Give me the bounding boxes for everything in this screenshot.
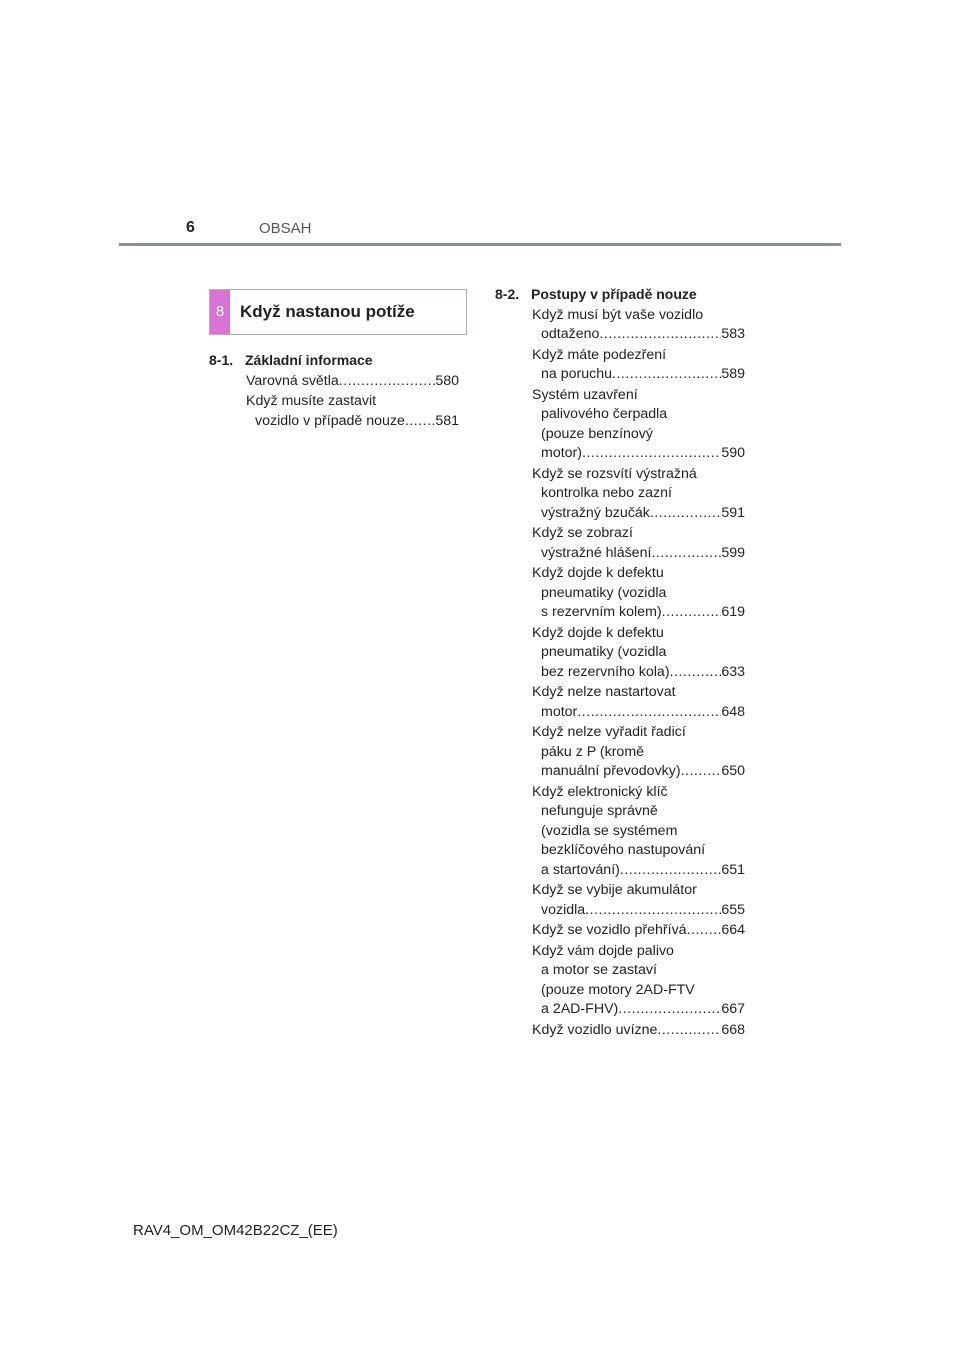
toc-entry-text: s rezervním kolem) bbox=[541, 604, 662, 620]
toc-entry[interactable] bbox=[532, 624, 745, 683]
toc-entry-leader bbox=[246, 372, 459, 392]
toc-entry-leader bbox=[532, 901, 745, 921]
toc-entry-line: Když se vybije akumulátor bbox=[532, 882, 697, 898]
dot-leader bbox=[577, 703, 721, 723]
subsection-heading bbox=[209, 351, 459, 371]
dot-leader bbox=[650, 504, 722, 524]
subsection-title: Základní informace bbox=[245, 352, 373, 368]
toc-entry[interactable] bbox=[532, 783, 745, 881]
toc-page-number: 619 bbox=[721, 604, 745, 620]
section-number-tab: 8 bbox=[210, 290, 230, 334]
toc-entry[interactable] bbox=[532, 564, 745, 623]
toc-entry-line: Systém uzavření bbox=[532, 386, 638, 403]
toc-entry-text: manuální převodovky) bbox=[541, 763, 681, 779]
toc-entry-text: a 2AD-FHV) bbox=[541, 1001, 619, 1017]
toc-entry-text: motor bbox=[541, 703, 578, 720]
toc-entry-line: pneumatiky (vozidla bbox=[541, 584, 667, 601]
toc-page-number: 648 bbox=[721, 703, 745, 720]
dot-leader bbox=[657, 1021, 721, 1041]
page-header-title: OBSAH bbox=[259, 220, 312, 237]
toc-page-number: 589 bbox=[721, 366, 745, 382]
toc-entry-leader bbox=[532, 365, 745, 385]
toc-column-right bbox=[495, 285, 745, 1040]
dot-leader bbox=[620, 861, 721, 881]
toc-entry-line: Když musíte zastavit bbox=[246, 393, 377, 409]
toc-entry-line: Když máte podezření bbox=[532, 346, 667, 363]
toc-entry-line: palivového čerpadla bbox=[541, 406, 668, 422]
section-heading-box bbox=[209, 289, 467, 335]
toc-entry-text: výstražné hlášení bbox=[541, 544, 652, 561]
toc-entry[interactable] bbox=[532, 306, 745, 345]
toc-entry-leader bbox=[532, 663, 745, 683]
toc-entry-leader bbox=[532, 703, 745, 723]
toc-page-number: 664 bbox=[721, 922, 745, 938]
toc-entry[interactable] bbox=[532, 683, 745, 722]
dot-leader bbox=[585, 901, 721, 921]
toc-page-number: 651 bbox=[721, 861, 745, 878]
toc-page-number: 668 bbox=[721, 1021, 745, 1038]
dot-leader bbox=[612, 365, 721, 385]
toc-entry[interactable] bbox=[532, 723, 745, 782]
dot-leader bbox=[618, 1000, 721, 1020]
toc-entry-line: páku z P (kromě bbox=[541, 743, 645, 760]
toc-entry-line: Když musí být vaše vozidlo bbox=[532, 306, 704, 323]
toc-page-number: 599 bbox=[721, 544, 745, 561]
toc-entry-leader bbox=[532, 762, 745, 782]
page-number: 6 bbox=[186, 219, 195, 236]
toc-entry-text: Když se vozidlo přehřívá bbox=[532, 922, 687, 938]
toc-page-number: 583 bbox=[721, 326, 745, 342]
toc-entry[interactable] bbox=[532, 1021, 745, 1041]
toc-entry-line: Když se zobrazí bbox=[532, 525, 633, 541]
toc-page-number: 590 bbox=[721, 445, 745, 461]
toc-entry[interactable] bbox=[532, 942, 745, 1020]
toc-entry[interactable] bbox=[532, 524, 745, 563]
toc-page-number: 650 bbox=[721, 763, 745, 779]
toc-page-number: 580 bbox=[435, 372, 459, 389]
dot-leader bbox=[681, 762, 722, 782]
toc-entry-text: výstražný bzučák bbox=[541, 504, 650, 521]
dot-leader bbox=[599, 325, 721, 345]
toc-entry-leader bbox=[532, 504, 745, 524]
toc-entry[interactable] bbox=[532, 465, 745, 524]
dot-leader bbox=[651, 544, 721, 564]
header-divider bbox=[119, 243, 841, 246]
toc-entry-text: Když vozidlo uvízne bbox=[532, 1021, 658, 1038]
toc-entry-line: Když nelze nastartovat bbox=[532, 684, 676, 700]
toc-entry-line: bezklíčového nastupování bbox=[541, 842, 706, 858]
toc-page-number: 655 bbox=[721, 901, 745, 918]
subsection-title: Postupy v případě nouze bbox=[531, 286, 697, 302]
toc-entry-text: Varovná světla bbox=[246, 372, 339, 389]
toc-entry-line: kontrolka nebo zazní bbox=[541, 485, 672, 501]
toc-entry-leader bbox=[532, 861, 745, 881]
toc-entry[interactable] bbox=[532, 921, 745, 941]
toc-page-number: 633 bbox=[721, 663, 745, 680]
toc-entry-text: vozidlo v případě nouze bbox=[255, 412, 405, 429]
toc-entry-line: Když nelze vyřadit řadicí bbox=[532, 724, 686, 740]
toc-entry-line: (vozidla se systémem bbox=[541, 822, 678, 839]
toc-page-number: 667 bbox=[721, 1001, 745, 1017]
toc-entry-leader bbox=[532, 921, 745, 941]
toc-entry[interactable] bbox=[246, 392, 459, 431]
toc-entry-leader bbox=[532, 1021, 745, 1041]
toc-entry-line: Když se rozsvítí výstražná bbox=[532, 465, 697, 482]
dot-leader bbox=[405, 412, 435, 432]
toc-entry-leader bbox=[246, 412, 459, 432]
toc-entry-leader bbox=[532, 544, 745, 564]
dot-leader bbox=[670, 663, 722, 683]
toc-entry-line: Když elektronický klíč bbox=[532, 783, 668, 800]
toc-entry-leader bbox=[532, 603, 745, 623]
document-code: RAV4_OM_OM42B22CZ_(EE) bbox=[133, 1222, 338, 1239]
toc-entry-text: na poruchu bbox=[541, 366, 612, 382]
section-title: Když nastanou potíže bbox=[240, 302, 415, 321]
toc-entry-leader bbox=[532, 325, 745, 345]
dot-leader bbox=[339, 372, 436, 392]
toc-entry-text: bez rezervního kola) bbox=[541, 663, 670, 680]
toc-entry-line: a motor se zastaví bbox=[541, 962, 657, 978]
toc-entry-line: (pouze motory 2AD-FTV bbox=[541, 981, 695, 998]
subsection-number: 8-1. bbox=[209, 352, 234, 368]
toc-entry[interactable] bbox=[532, 346, 745, 385]
toc-column-left bbox=[209, 351, 459, 431]
toc-entry-text: motor) bbox=[541, 445, 582, 461]
toc-entry-leader bbox=[532, 444, 745, 464]
toc-entry-leader bbox=[532, 1000, 745, 1020]
toc-page-number: 591 bbox=[721, 504, 745, 521]
toc-entry-text: a startování) bbox=[541, 861, 620, 878]
toc-entry-line: Když vám dojde palivo bbox=[532, 942, 674, 959]
toc-entry[interactable] bbox=[532, 881, 745, 920]
toc-entry-line: Když dojde k defektu bbox=[532, 565, 664, 581]
toc-entry-line: nefunguje správně bbox=[541, 803, 658, 819]
toc-page-number: 581 bbox=[435, 412, 459, 429]
dot-leader bbox=[662, 603, 722, 623]
dot-leader bbox=[687, 921, 722, 941]
subsection-number: 8-2. bbox=[495, 286, 520, 302]
toc-entry-line: (pouze benzínový bbox=[541, 425, 653, 442]
toc-entry-text: odtaženo bbox=[541, 326, 600, 342]
dot-leader bbox=[582, 444, 721, 464]
toc-entry[interactable] bbox=[532, 386, 745, 464]
toc-entry-text: vozidla bbox=[541, 901, 586, 918]
toc-entry-line: pneumatiky (vozidla bbox=[541, 644, 667, 660]
subsection-heading bbox=[495, 285, 745, 305]
toc-entry[interactable] bbox=[246, 372, 459, 392]
toc-entry-line: Když dojde k defektu bbox=[532, 624, 664, 641]
